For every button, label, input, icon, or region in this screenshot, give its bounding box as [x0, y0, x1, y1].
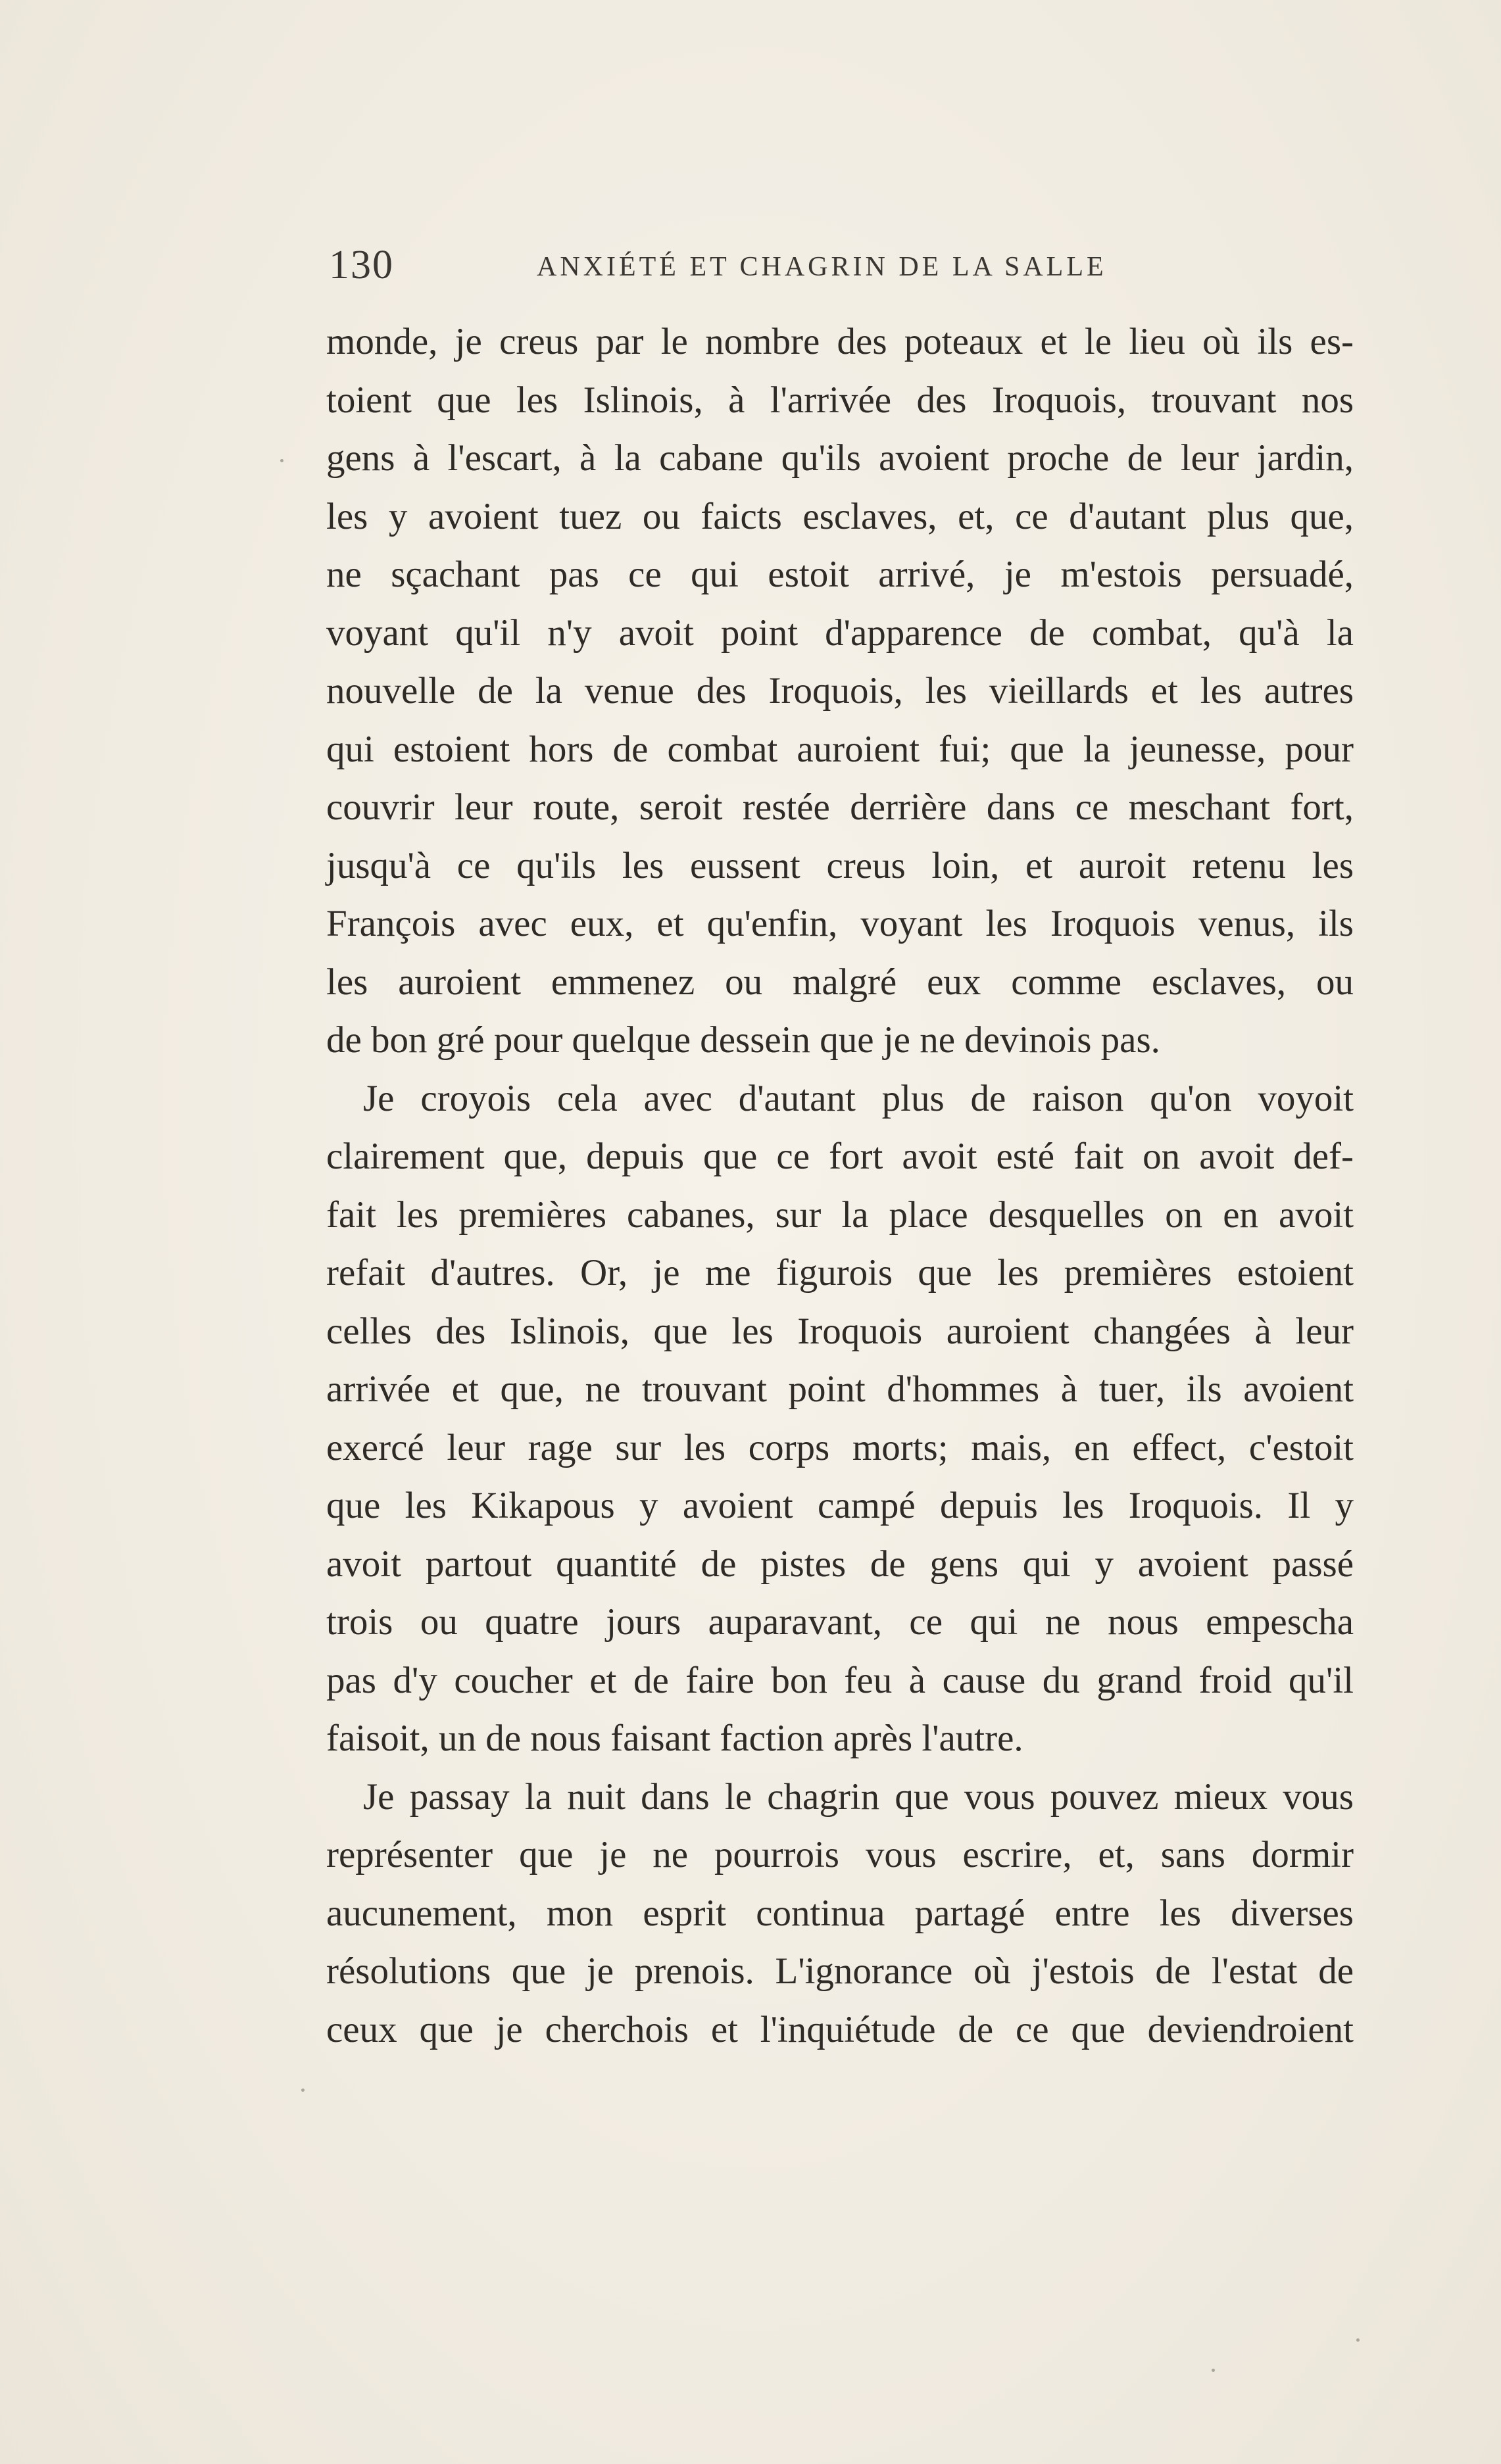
text-line: refait d'autres. Or, je me figurois que les premières estoient: [326, 1252, 1354, 1293]
text-line: Je passay la nuit dans le chagrin que vous pouvez mieux vous: [363, 1776, 1354, 1818]
text-line: fait les premières cabanes, sur la place desquelles on en avoit: [326, 1194, 1354, 1236]
text-line: représenter que je ne pourrois vous escrire, et, sans dormir: [326, 1834, 1354, 1875]
text-line: avoit partout quantité de pistes de gens qui y avoient passé: [326, 1543, 1354, 1585]
text-line: monde, je creus par le nombre des poteaux et le lieu où ils es-: [326, 321, 1354, 362]
text-line: voyant qu'il n'y avoit point d'apparence de combat, qu'à la: [326, 612, 1354, 654]
page-number: 130: [329, 243, 394, 287]
text-line: celles des Islinois, que les Iroquois auroient changées à leur: [326, 1310, 1354, 1352]
text-line: exercé leur rage sur les corps morts; mais, en effect, c'estoit: [326, 1426, 1354, 1468]
text-line: gens à l'escart, à la cabane qu'ils avoient proche de leur jardin,: [326, 437, 1354, 479]
text-line: résolutions que je prenois. L'ignorance où j'estois de l'estat de: [326, 1950, 1354, 1992]
text-line: trois ou quatre jours auparavant, ce qui ne nous empescha: [326, 1601, 1354, 1643]
text-line: les auroient emmenez ou malgré eux comme esclaves, ou: [326, 961, 1354, 1003]
text-line: François avec eux, et qu'enfin, voyant les Iroquois venus, ils: [326, 903, 1354, 944]
text-line: de bon gré pour quelque dessein que je ne devinois pas.: [326, 1019, 1160, 1061]
body-text: [326, 313, 1354, 2059]
text-line: pas d'y coucher et de faire bon feu à cause du grand froid qu'il: [326, 1659, 1354, 1701]
text-line: les y avoient tuez ou faicts esclaves, et, ce d'autant plus que,: [326, 495, 1354, 537]
text-line: ne sçachant pas ce qui estoit arrivé, je m'estois persuadé,: [326, 554, 1354, 595]
paper-speck: [280, 459, 283, 462]
text-line: toient que les Islinois, à l'arrivée des Iroquois, trouvant nos: [326, 379, 1354, 421]
text-line: jusqu'à ce qu'ils les eussent creus loin, et auroit retenu les: [326, 844, 1354, 886]
text-line: que les Kikapous y avoient campé depuis les Iroquois. Il y: [326, 1485, 1354, 1526]
text-line: aucunement, mon esprit continua partagé entre les diverses: [326, 1892, 1354, 1934]
text-line: qui estoient hors de combat auroient fui; que la jeunesse, pour: [326, 728, 1354, 770]
page-header: [329, 242, 1346, 295]
text-line: arrivée et que, ne trouvant point d'hommes à tuer, ils avoient: [326, 1368, 1354, 1410]
text-line: nouvelle de la venue des Iroquois, les vieillards et les autres: [326, 670, 1354, 712]
text-line: clairement que, depuis que ce fort avoit esté fait on avoit def-: [326, 1136, 1354, 1177]
paper-speck: [301, 2089, 305, 2092]
running-title: ANXIÉTÉ ET CHAGRIN DE LA SALLE: [537, 252, 1107, 282]
text-line: couvrir leur route, seroit restée derrière dans ce meschant fort,: [326, 786, 1354, 828]
text-line: Je croyois cela avec d'autant plus de raison qu'on voyoit: [363, 1077, 1354, 1119]
text-line: faisoit, un de nous faisant faction après l'autre.: [326, 1718, 1023, 1759]
paper-speck: [1212, 2369, 1215, 2372]
text-line: ceux que je cherchois et l'inquiétude de ce que deviendroient: [326, 2008, 1354, 2050]
paper-speck: [1356, 2338, 1360, 2342]
